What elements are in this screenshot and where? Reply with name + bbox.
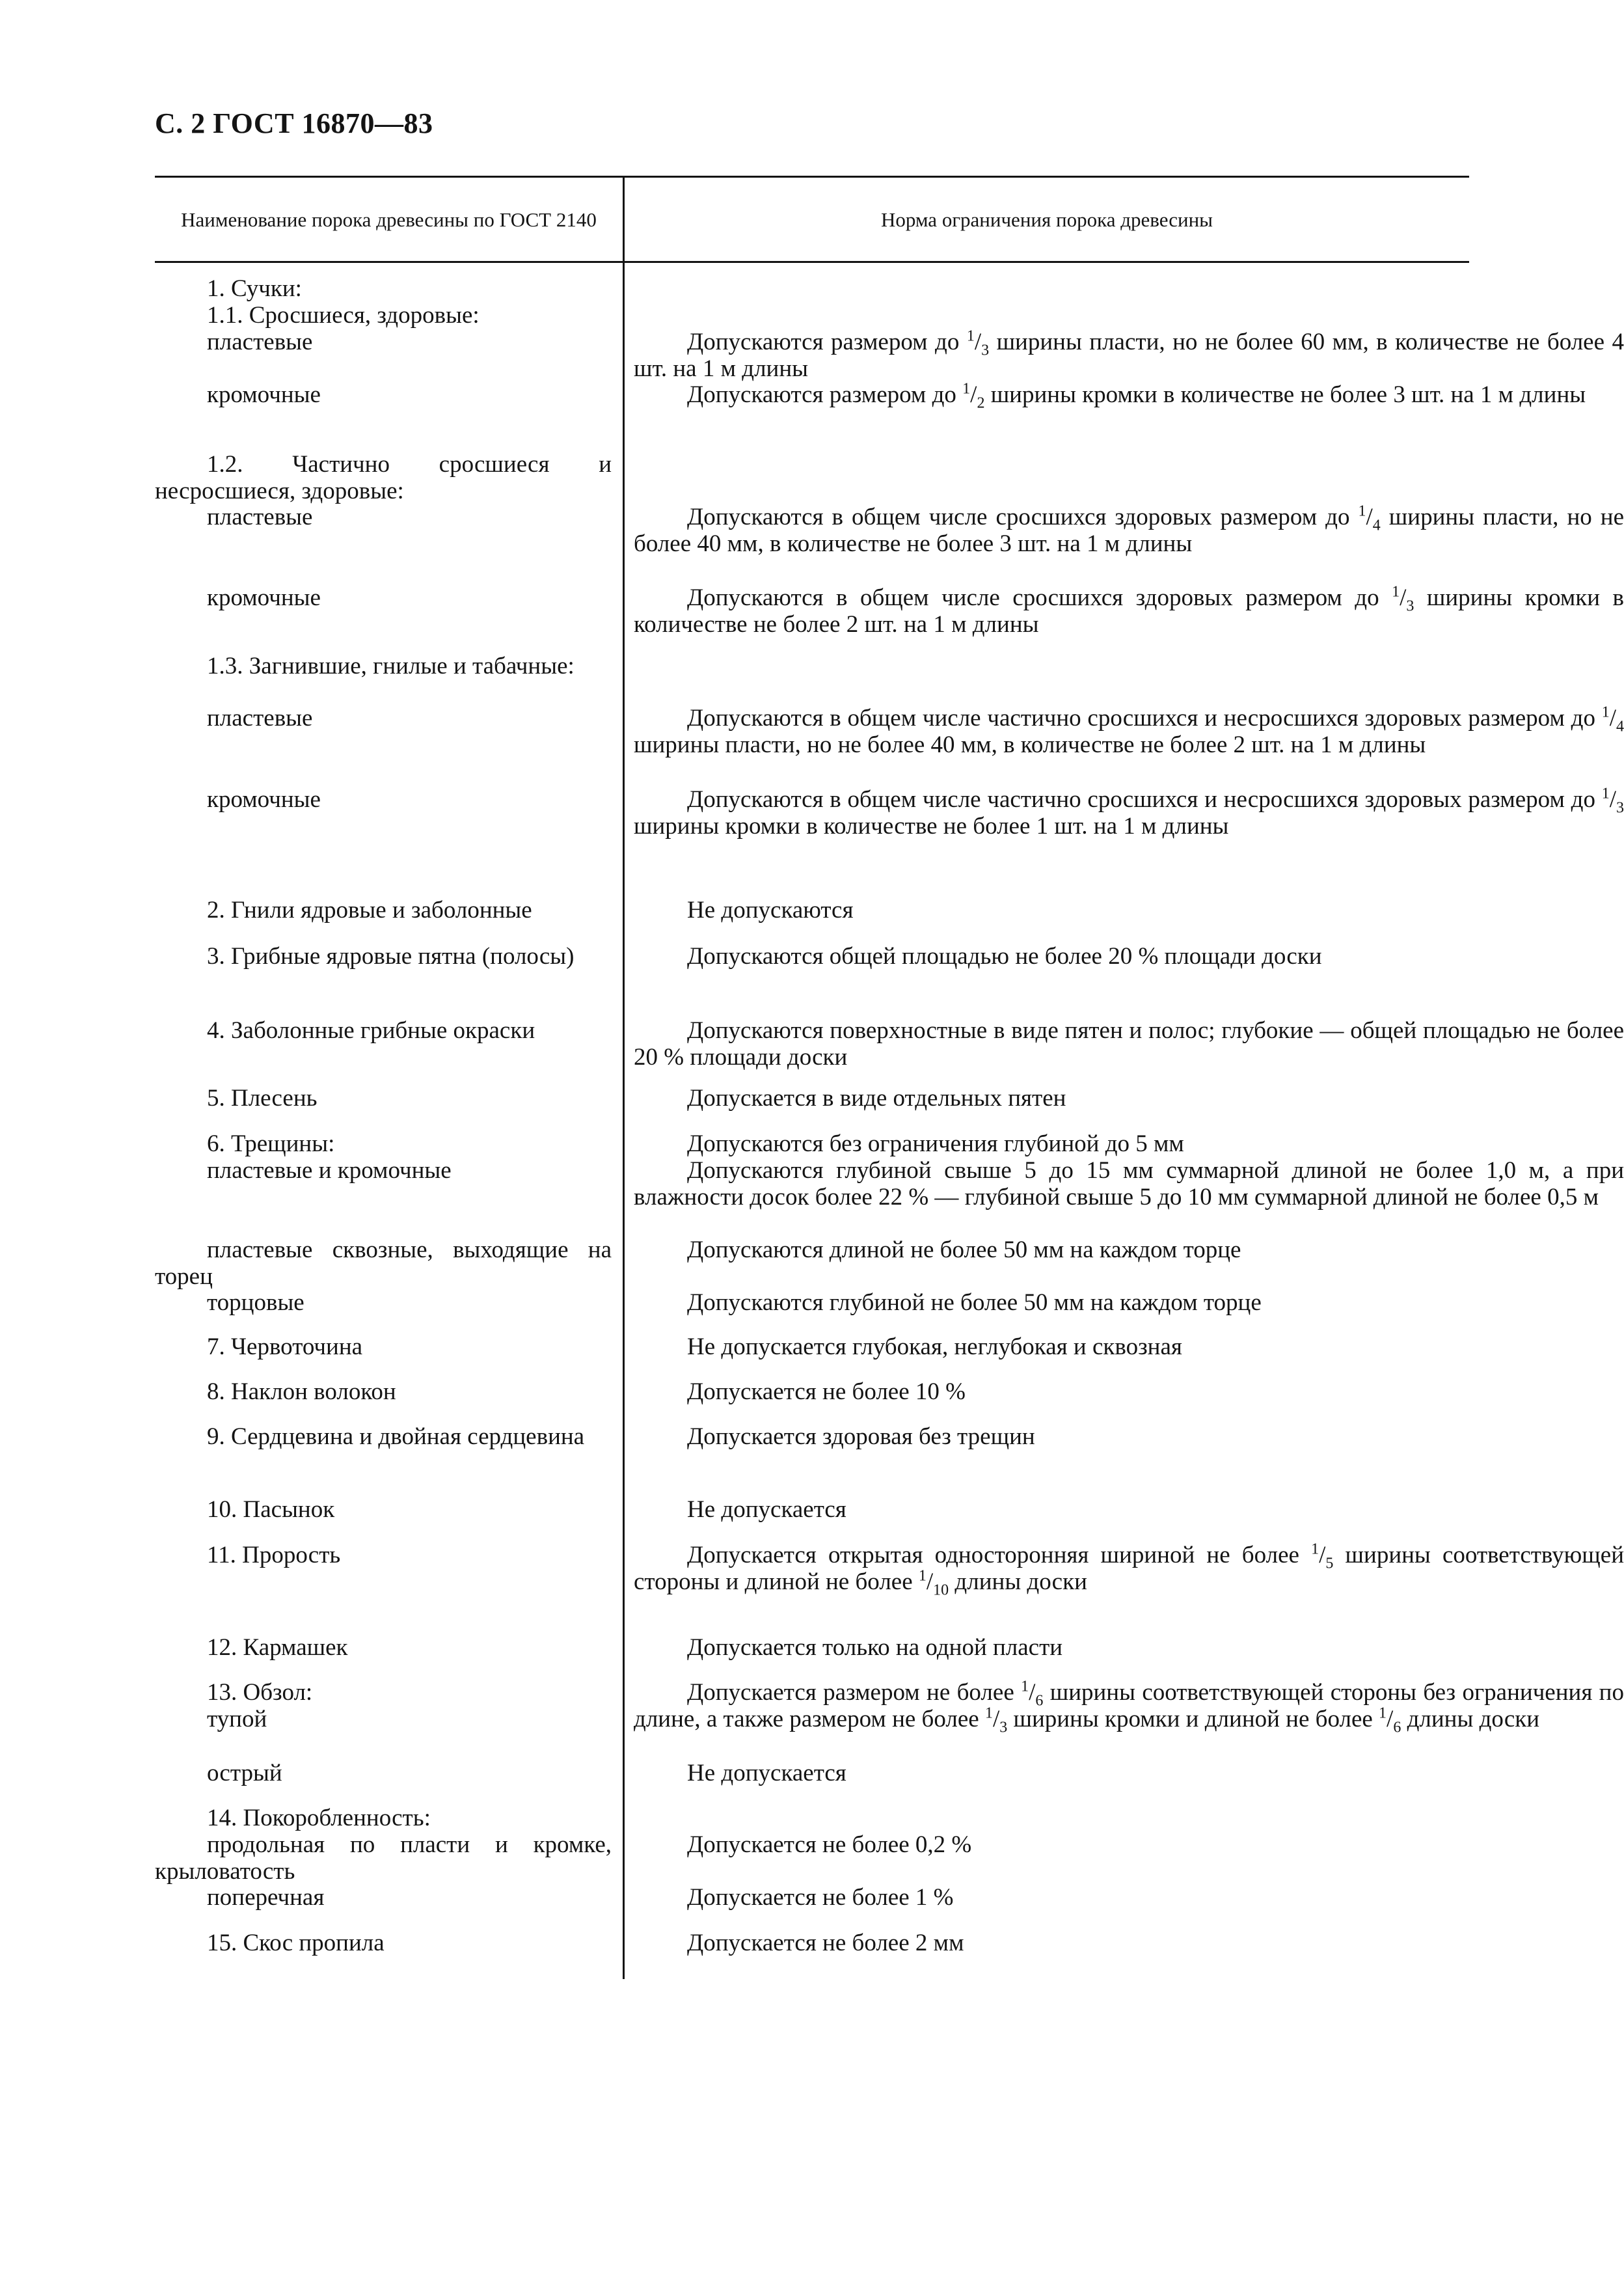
defect-name-r1_3: 1.3. Загнившие, гнилые и табачные: [207, 653, 575, 679]
defect-name-r6b: пластевые сквозные, выходящие на торец [155, 1237, 612, 1290]
col1-header: Наименование порока древесины по ГОСТ 2140 [181, 208, 597, 231]
defect-name-r9: 9. Сердцевина и двойная сердцевина [207, 1423, 585, 1450]
defect-name-r7: 7. Червоточина [207, 1333, 363, 1360]
defect-norm-r9: Допускается здоровая без трещин [687, 1423, 1035, 1450]
defect-norm-r2: Не допускаются [687, 897, 854, 923]
defect-name-r14a: продольная по пласти и кромке, крыловатость [155, 1831, 612, 1885]
defect-name-r10: 10. Пасынок [207, 1496, 335, 1523]
defect-name-r12: 12. Кармашек [207, 1634, 348, 1661]
defects-table [155, 176, 1624, 1956]
defect-name-r1_1b: кромочные [207, 381, 321, 408]
defect-name-r6: 6. Трещины: [207, 1130, 335, 1157]
defect-name-r1_3b: кромочные [207, 786, 321, 813]
defect-norm-r6: Допускаются без ограничения глубиной до 5 мм [687, 1130, 1184, 1157]
defect-name-r8: 8. Наклон волокон [207, 1378, 396, 1405]
defect-name-r1_3a: пластевые [207, 705, 313, 731]
defect-norm-r15: Допускается не более 2 мм [687, 1930, 964, 1956]
defect-norm-r1_2a: Допускаются в общем числе сросшихся здоровых размером до $^1/_4$ ширины пласти, но не более 40 мм, в количестве не более 3 шт. на 1 м длины [634, 502, 1624, 557]
defect-name-r6a: пластевые и кромочные [207, 1157, 452, 1184]
defect-norm-r6a: Допускаются глубиной свыше 5 до 15 мм суммарной длиной не более 1,0 м, а при влажности досок более 22 % — глубиной свыше 5 до 10 мм суммарной длиной не более 0,5 м [634, 1157, 1624, 1210]
document-header: С. 2 ГОСТ 16870—83 [155, 107, 433, 139]
defect-norm-r13b: Не допускается [687, 1760, 846, 1786]
defect-name-r3: 3. Грибные ядровые пятна (полосы) [207, 943, 575, 970]
defect-norm-r11: Допускается открытая односторонняя шириной не более $^1/_5$ ширины соответствующей стороны и длиной не более $^1/_{10}$ длины доски [634, 1540, 1624, 1599]
defect-name-r2: 2. Гнили ядровые и заболонные [207, 897, 532, 923]
defect-norm-r1_2b: Допускаются в общем числе сросшихся здоровых размером до $^1/_3$ ширины кромки в количестве не более 2 шт. на 1 м длины [634, 583, 1624, 638]
defect-name-r1_1a: пластевые [207, 329, 313, 355]
defect-name-r13a: тупой [207, 1706, 267, 1732]
defect-norm-r7: Не допускается глубокая, неглубокая и сквозная [687, 1333, 1182, 1360]
defect-norm-r6b: Допускаются длиной не более 50 мм на каждом торце [687, 1237, 1241, 1263]
defect-name-r6c: торцовые [207, 1289, 304, 1316]
defect-norm-r10: Не допускается [687, 1496, 846, 1523]
defect-norm-r4: Допускаются поверхностные в виде пятен и полос; глубокие — общей площадью не более 20 % площади доски [634, 1017, 1624, 1071]
defect-norm-r8: Допускается не более 10 % [687, 1378, 966, 1405]
defect-norm-r5: Допускается в виде отдельных пятен [687, 1085, 1066, 1112]
column-divider [623, 178, 625, 1979]
defect-name-r15: 15. Скос пропила [207, 1930, 385, 1956]
defect-norm-r1_3a: Допускаются в общем числе частично сросшихся и несросшихся здоровых размером до $^1/_4$ ширины пласти, но не более 40 мм, в количестве не более 2 шт. на 1 м длины [634, 704, 1624, 758]
defect-norm-r6c: Допускаются глубиной не более 50 мм на каждом торце [687, 1289, 1262, 1316]
col2-header: Норма ограничения порока древесины [880, 208, 1213, 231]
defect-name-r5: 5. Плесень [207, 1085, 318, 1112]
defect-name-r11: 11. Прорость [207, 1542, 341, 1568]
defect-name-r13: 13. Обзол: [207, 1679, 313, 1706]
defect-name-r1_2b: кромочные [207, 584, 321, 611]
defect-norm-r14b: Допускается не более 1 % [687, 1884, 954, 1911]
defect-name-r13b: острый [207, 1760, 282, 1786]
defect-name-r4: 4. Заболонные грибные окраски [207, 1017, 535, 1044]
defect-norm-r1_1b: Допускаются размером до $^1/_2$ ширины кромки в количестве не более 3 шт. на 1 м длины [687, 380, 1586, 412]
defect-name-r1_2a: пластевые [207, 504, 313, 530]
defect-name-r1_1: 1.1. Сросшиеся, здоровые: [207, 302, 480, 329]
defect-name-r1_2: 1.2. Частично сросшиеся и несросшиеся, здоровые: [155, 451, 612, 504]
defect-norm-r13a: Допускается размером не более $^1/_6$ ширины соответствующей стороны без ограничения по длине, а также размером не более $^1/_3$ ширины кромки и длиной не более $^1/_6$ длины доски [634, 1678, 1624, 1736]
defect-norm-r14a: Допускается не более 0,2 % [687, 1831, 972, 1858]
defect-norm-r12: Допускается только на одной пласти [687, 1634, 1063, 1661]
defect-name-r1: 1. Сучки: [207, 275, 302, 302]
table-header [155, 178, 1469, 263]
defect-name-r14: 14. Покоробленность: [207, 1805, 431, 1831]
defect-norm-r1_3b: Допускаются в общем числе частично сросшихся и несросшихся здоровых размером до $^1/_3$ ширины кромки в количестве не более 1 шт. на 1 м длины [634, 785, 1624, 840]
defect-norm-r1_1a: Допускаются размером до $^1/_3$ ширины пласти, но не более 60 мм, в количестве не более 4 шт. на 1 м длины [634, 327, 1624, 382]
defect-norm-r3: Допускаются общей площадью не более 20 % площади доски [687, 943, 1322, 970]
defect-name-r14b: поперечная [207, 1884, 325, 1911]
